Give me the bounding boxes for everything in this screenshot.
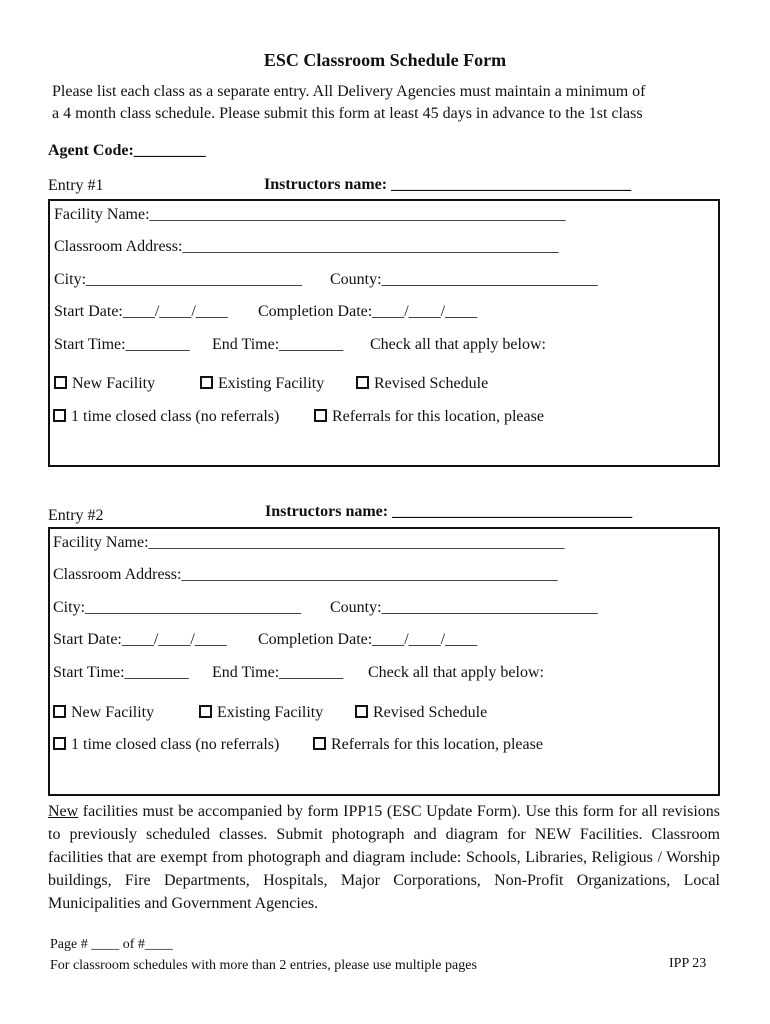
entry-1-end-time-field[interactable]: End Time:________ xyxy=(212,336,344,353)
entry-1-new-facility-option[interactable] xyxy=(54,375,155,393)
entry-1-label: Entry #1 xyxy=(48,177,104,194)
form-title: ESC Classroom Schedule Form xyxy=(263,50,507,70)
option-label: Referrals for this location, please xyxy=(331,736,543,753)
entry-2-start-time-field[interactable]: Start Time:________ xyxy=(53,664,189,681)
entry-1-city-field[interactable]: City:___________________________ xyxy=(54,271,303,288)
entry-2-check-all-label: Check all that apply below: xyxy=(368,664,544,681)
option-label: Referrals for this location, please xyxy=(332,408,544,425)
intro-line-1: Please list each class as a separate entry. All Delivery Agencies must maintain a minimum of xyxy=(52,83,646,100)
entry-1-existing-facility-option[interactable] xyxy=(200,375,324,393)
entry-2-closed-class-option[interactable] xyxy=(53,736,279,754)
notice-text: facilities must be accompanied by form IPP15 (ESC Update Form). Use this form for all revisions to previously scheduled classes. Submit photograph and diagram for NEW Facilities. Classroom facilities that are exempt from photograph and diagram include: Schools, Libraries, Religious / Worship buildings, Fire Departments, Hospitals, Major Corporations, Non-Profit Organizations, Local Municipalities and Government Agencies. xyxy=(48,803,720,912)
entry-1-start-date-field[interactable]: Start Date:____/____/____ xyxy=(54,303,228,320)
option-label: Existing Facility xyxy=(217,704,324,721)
entry-1-referrals-option[interactable] xyxy=(314,408,544,426)
checkbox-icon[interactable] xyxy=(355,705,368,718)
notice-paragraph xyxy=(48,800,720,915)
entry-1-completion-date-field[interactable]: Completion Date:____/____/____ xyxy=(258,303,478,320)
entry-2-city-field[interactable]: City:___________________________ xyxy=(53,599,302,616)
form-code: IPP 23 xyxy=(669,956,707,971)
checkbox-icon[interactable] xyxy=(54,376,67,389)
option-label: 1 time closed class (no referrals) xyxy=(71,736,280,753)
option-label: Revised Schedule xyxy=(373,704,488,721)
page-number-field[interactable]: Page # ____ of #____ xyxy=(50,937,173,952)
checkbox-icon[interactable] xyxy=(53,737,66,750)
checkbox-icon[interactable] xyxy=(313,737,326,750)
option-label: New Facility xyxy=(71,704,155,721)
entry-1-closed-class-option[interactable] xyxy=(53,408,279,426)
checkbox-icon[interactable] xyxy=(356,376,369,389)
option-label: Existing Facility xyxy=(218,375,325,392)
checkbox-icon[interactable] xyxy=(53,409,66,422)
checkbox-icon[interactable] xyxy=(200,376,213,389)
checkbox-icon[interactable] xyxy=(314,409,327,422)
entry-2-revised-schedule-option[interactable] xyxy=(355,704,487,722)
option-label: Revised Schedule xyxy=(374,375,489,392)
entry-1-facility-name-field[interactable]: Facility Name:____________________________________________________ xyxy=(54,206,566,223)
entry-2-county-field[interactable]: County:___________________________ xyxy=(330,599,598,616)
entry-1-county-field[interactable]: County:___________________________ xyxy=(330,271,598,288)
entry-2-new-facility-option[interactable] xyxy=(53,704,154,722)
entry-2-start-date-field[interactable]: Start Date:____/____/____ xyxy=(53,631,227,648)
entry-1-check-all-label: Check all that apply below: xyxy=(370,336,546,353)
entry-2-facility-name-field[interactable]: Facility Name:____________________________________________________ xyxy=(53,534,565,551)
option-label: New Facility xyxy=(72,375,156,392)
entry-2-classroom-address-field[interactable]: Classroom Address:_______________________________________________ xyxy=(53,566,558,583)
entry-2-referrals-option[interactable] xyxy=(313,736,543,754)
entry-1-instructor-field[interactable]: Instructors name: ______________________________ xyxy=(264,176,632,193)
entry-2-completion-date-field[interactable]: Completion Date:____/____/____ xyxy=(258,631,478,648)
checkbox-icon[interactable] xyxy=(53,705,66,718)
entry-2-label: Entry #2 xyxy=(48,507,104,524)
option-label: 1 time closed class (no referrals) xyxy=(71,408,280,425)
entry-1-start-time-field[interactable]: Start Time:________ xyxy=(54,336,190,353)
entry-1-classroom-address-field[interactable]: Classroom Address:_______________________________________________ xyxy=(54,238,559,255)
notice-new-word: New xyxy=(48,803,79,820)
entry-2-existing-facility-option[interactable] xyxy=(199,704,323,722)
footer-note: For classroom schedules with more than 2 entries, please use multiple pages xyxy=(50,958,477,973)
entry-1-revised-schedule-option[interactable] xyxy=(356,375,488,393)
agent-code-field[interactable]: Agent Code:_________ xyxy=(48,142,206,159)
intro-line-2: a 4 month class schedule. Please submit this form at least 45 days in advance to the 1st class xyxy=(52,105,643,122)
entry-2-instructor-field[interactable]: Instructors name: ______________________________ xyxy=(265,503,633,520)
checkbox-icon[interactable] xyxy=(199,705,212,718)
entry-2-end-time-field[interactable]: End Time:________ xyxy=(212,664,344,681)
